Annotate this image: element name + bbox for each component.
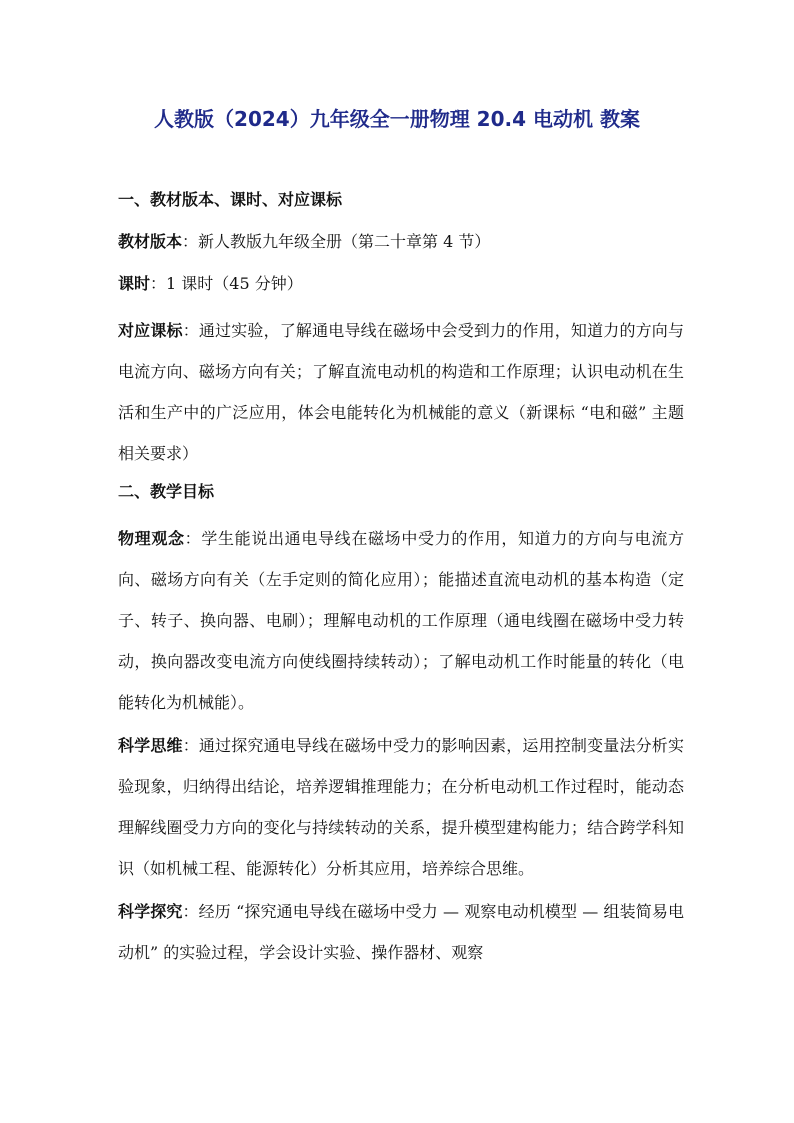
physics-concept-text: ：学生能说出通电导线在磁场中受力的作用，知道力的方向与电流方向、磁场方向有关（左手定则的简化应用）；能描述直流电动机的基本构造（定子、转子、换向器、电刷）；理解电动机的工作原理（通电线圈在磁场中受力转动，换向器改变电流方向使线圈持续转动）；了解电动机工作时能量的转化（电能转化为机械能）。 [118, 529, 684, 712]
curriculum-standard-label: 对应课标 [118, 321, 183, 340]
class-period-line [118, 268, 684, 300]
textbook-version-text: ：新人教版九年级全册（第二十章第 4 节） [182, 232, 491, 251]
scientific-thinking-text: ：通过探究通电导线在磁场中受力的影响因素，运用控制变量法分析实验现象，归纳得出结论，培养逻辑推理能力；在分析电动机工作过程时，能动态理解线圈受力方向的变化与持续转动的关系，提升模型建构能力；结合跨学科知识（如机械工程、能源转化）分析其应用，培养综合思维。 [118, 736, 684, 878]
scientific-thinking-paragraph [118, 725, 684, 889]
curriculum-standard-text: ：通过实验，了解通电导线在磁场中会受到力的作用，知道力的方向与电流方向、磁场方向有关；了解直流电动机的构造和工作原理；认识电动机在生活和生产中的广泛应用，体会电能转化为机械能的意义（新课标 “电和磁” 主题相关要求） [118, 321, 684, 463]
textbook-version-line [118, 226, 684, 258]
scientific-inquiry-paragraph [118, 891, 684, 973]
curriculum-standard-paragraph [118, 310, 684, 474]
scientific-inquiry-label: 科学探究 [118, 902, 183, 921]
physics-concept-label: 物理观念 [118, 529, 185, 548]
section-heading-textbook: 一、教材版本、课时、对应课标 [118, 190, 343, 209]
section-heading-objectives: 二、教学目标 [118, 482, 215, 501]
textbook-version-label: 教材版本 [118, 232, 183, 251]
document-body [118, 184, 684, 973]
class-period-text: ：1 课时（45 分钟） [150, 274, 303, 293]
physics-concept-paragraph [118, 518, 684, 723]
scientific-thinking-label: 科学思维 [118, 736, 183, 755]
class-period-label: 课时 [118, 274, 151, 293]
document-title: 人教版（2024）九年级全一册物理 20.4 电动机 教案 [154, 107, 640, 131]
scientific-inquiry-text: ：经历 “探究通电导线在磁场中受力 — 观察电动机模型 — 组装简易电动机” 的实验过程，学会设计实验、操作器材、观察 [118, 902, 684, 962]
